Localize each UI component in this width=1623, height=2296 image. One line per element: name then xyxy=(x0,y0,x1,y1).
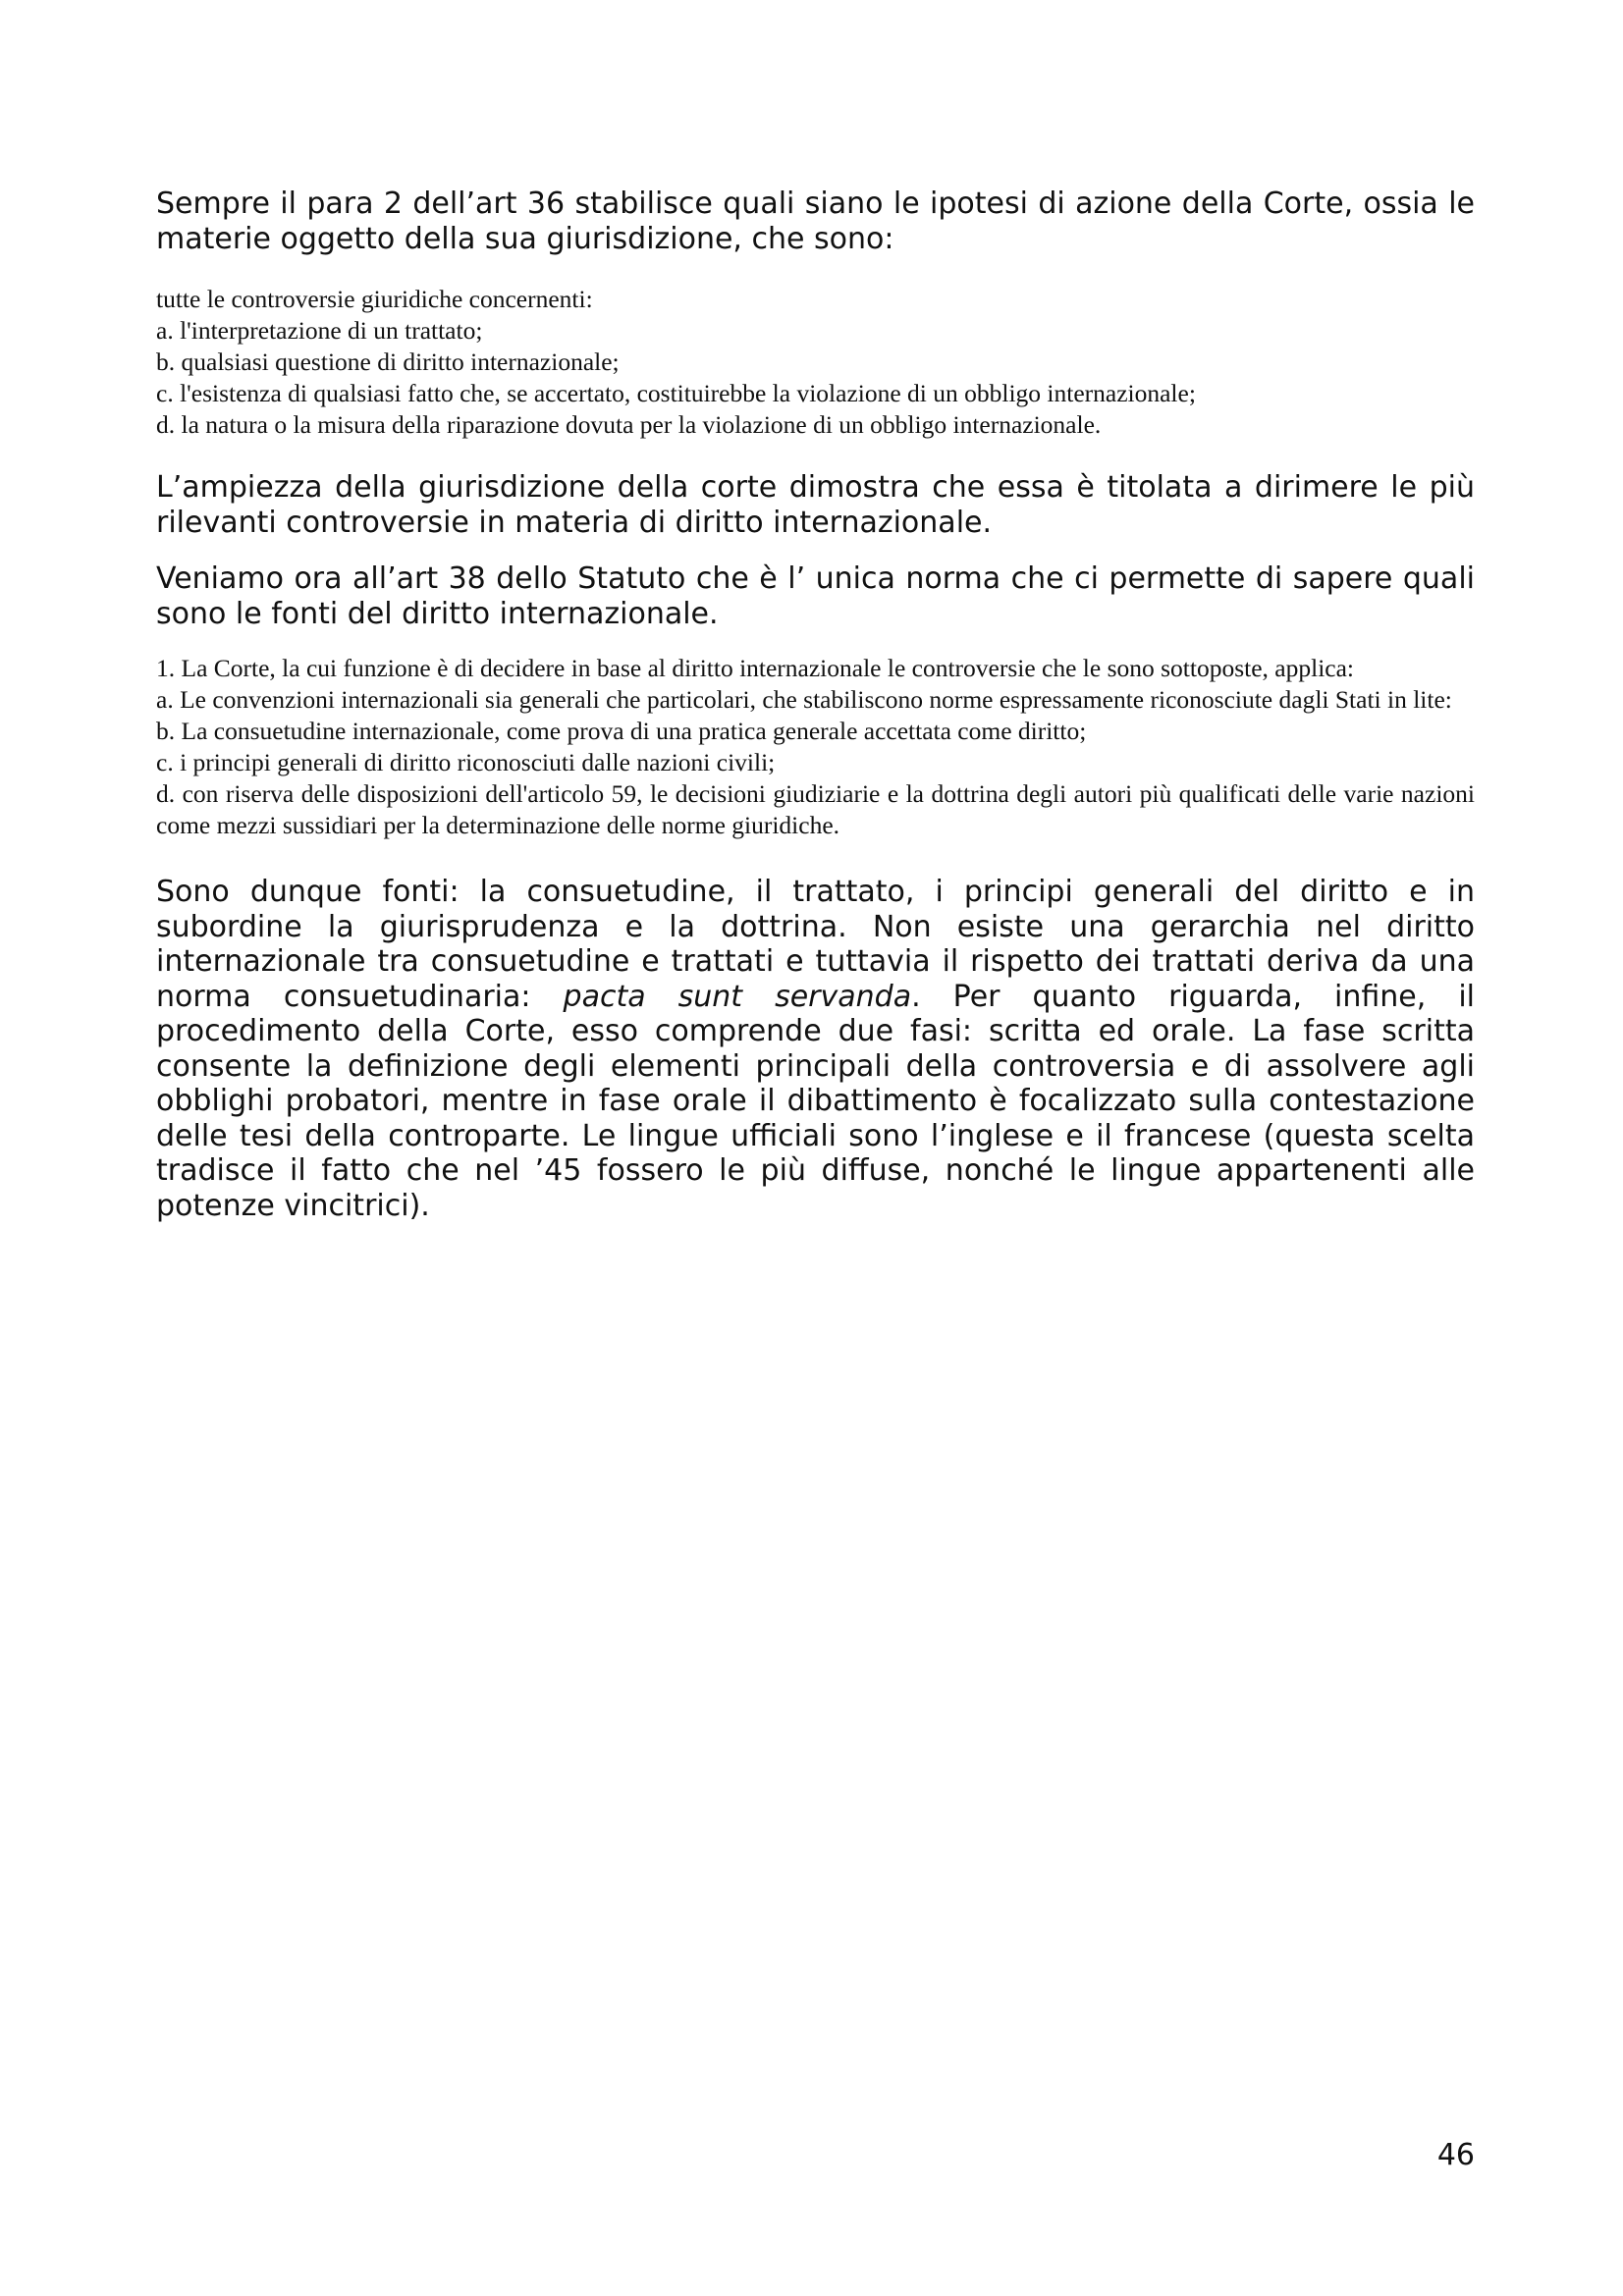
art36-list-item: a. l'interpretazione di un trattato; xyxy=(156,316,483,345)
art36-list-item: c. l'esistenza di qualsiasi fatto che, se accertato, costituirebbe la violazione di un obbligo internazionale; xyxy=(156,379,1196,407)
art36-list-lead: tutte le controversie giuridiche concernenti: xyxy=(156,285,593,313)
art38-list-item: a. Le convenzioni internazionali sia generali che particolari, che stabiliscono norme espressamente riconosciute dagli Stati in lite: xyxy=(156,685,1452,714)
art36-list xyxy=(156,284,1475,441)
paragraph-fonti-text: . Per quanto riguarda, infine, il procedimento della Corte, esso comprende due fasi: scritta ed orale. La fase scritta consente la definizione degli elementi principali della controversia e di assolvere agli obblighi probatori, mentre in fase orale il dibattimento è focalizzato sulla contestazione delle tesi della controparte. Le lingue ufficiali sono l’inglese e il francese (questa scelta tradisce il fatto che nel ’45 fossero le più diffuse, nonché le lingue appartenenti alle potenze vincitrici). xyxy=(156,979,1475,1223)
art38-list-item: b. La consuetudine internazionale, come prova di una pratica generale accettata come diritto; xyxy=(156,717,1087,745)
art36-list-item: d. la natura o la misura della riparazione dovuta per la violazione di un obbligo internazionale. xyxy=(156,410,1102,439)
latin-maxim: pacta sunt servanda xyxy=(563,979,912,1014)
paragraph-fonti xyxy=(156,875,1475,1223)
page-body xyxy=(156,187,1475,1223)
paragraph-intro: Sempre il para 2 dell’art 36 stabilisce quali siano le ipotesi di azione della Corte, ossia le materie oggetto della sua giurisdizione, che sono: xyxy=(156,187,1475,256)
art38-list-item: c. i principi generali di diritto riconosciuti dalle nazioni civili; xyxy=(156,748,776,776)
art38-list-item: 1. La Corte, la cui funzione è di decidere in base al diritto internazionale le controversie che le sono sottoposte, applica: xyxy=(156,654,1355,682)
art38-list-item: d. con riserva delle disposizioni dell'articolo 59, le decisioni giudiziarie e la dottrina degli autori più qualificati delle varie nazioni come mezzi sussidiari per la determinazione delle norme giuridiche. xyxy=(156,779,1475,839)
paragraph-ampiezza: L’ampiezza della giurisdizione della corte dimostra che essa è titolata a dirimere le più rilevanti controversie in materia di diritto internazionale. xyxy=(156,470,1475,540)
paragraph-fonti-text: Sono dunque fonti: la consuetudine, il trattato, i principi generali del diritto e in subordine la giurisprudenza e la dottrina. Non esiste una gerarchia nel diritto internazionale tra consuetudine e trattati e tuttavia il rispetto dei trattati deriva da una norma consuetudinaria: xyxy=(156,875,1475,1014)
paragraph-art38: Veniamo ora all’art 38 dello Statuto che è l’ unica norma che ci permette di sapere quali sono le fonti del diritto internazionale. xyxy=(156,561,1475,631)
page-number: 46 xyxy=(1436,2138,1475,2172)
art38-list xyxy=(156,653,1475,841)
art36-list-item: b. qualsiasi questione di diritto internazionale; xyxy=(156,347,620,376)
